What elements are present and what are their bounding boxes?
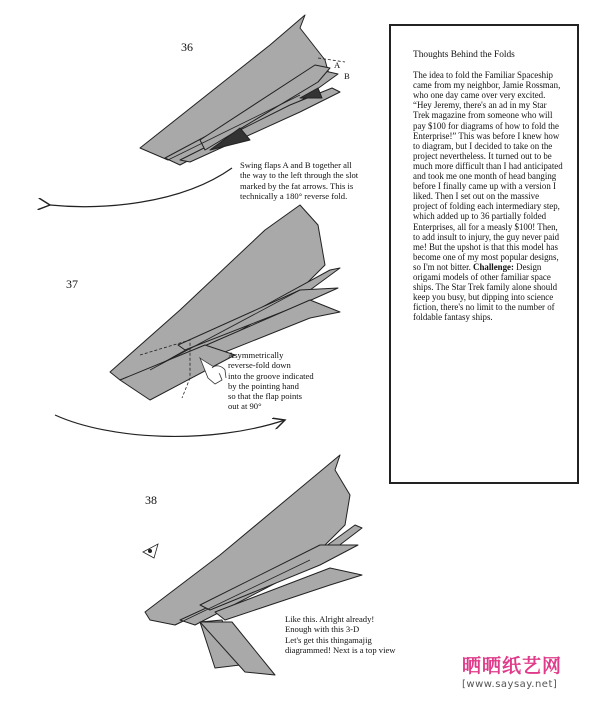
challenge-text: Design origami models of other familiar space ships. The Star Trek family alone should keep you busy, but dipping into science fiction, there's no limit to the number of foldable fantasy ships.	[413, 261, 558, 323]
flap-b-label: B	[344, 71, 350, 81]
thoughts-sidebar	[389, 24, 579, 484]
sidebar-title: Thoughts Behind the Folds	[413, 50, 515, 60]
step-38-number: 38	[145, 493, 157, 507]
sidebar-body	[413, 70, 565, 322]
step-36-model	[140, 15, 340, 165]
sidebar-body-text: The idea to fold the Familiar Spaceship came from my neighbor, Jamie Rossman, who one day came over very excited. “Hey Jeremy, there's an ad in my Star Trek magazine from someone who will pay $100 for diagrams of how to fold the Enterprise!” This was before I knew how to diagram, but I decided to take on the project nevertheless. It turned out to be much more difficult than I had anticipated and took me one month of head banging before I finally came up with a version I liked. Then I set out on the massive project of folding each intermediary step, which added up to 36 partially folded Enterprises, all for a measly $100! Then, to add insult to injury, the guy never paid me! But the upshot is that this model has become one of my most popular designs, so I'm not bitter.	[413, 70, 563, 272]
step-36-caption: Swing flaps A and B together all the way to the left through the slot marked by the fat arrows. This is technically a 180° reverse fold.	[240, 160, 359, 201]
watermark	[462, 651, 592, 690]
watermark-title: 晒晒纸艺网	[462, 655, 563, 677]
watermark-url: [www.saysay.net]	[462, 679, 558, 690]
eye-view-icon	[143, 544, 158, 558]
flap-a-label: A	[334, 60, 341, 70]
step-37-number: 37	[66, 277, 78, 291]
step-36-swing-arrow	[50, 168, 232, 207]
step-36-number: 36	[181, 40, 193, 54]
challenge-label: Challenge:	[473, 261, 514, 272]
step-37-arrow	[55, 415, 285, 436]
step-37-caption: Asymmetrically reverse-fold down into the groove indicated by the pointing hand so that the flap points out at 90°	[228, 350, 314, 412]
step-38-caption: Like this. Alright already! Enough with this 3-D Let's get this thingamajig diagrammed! Next is a top view	[285, 614, 396, 655]
